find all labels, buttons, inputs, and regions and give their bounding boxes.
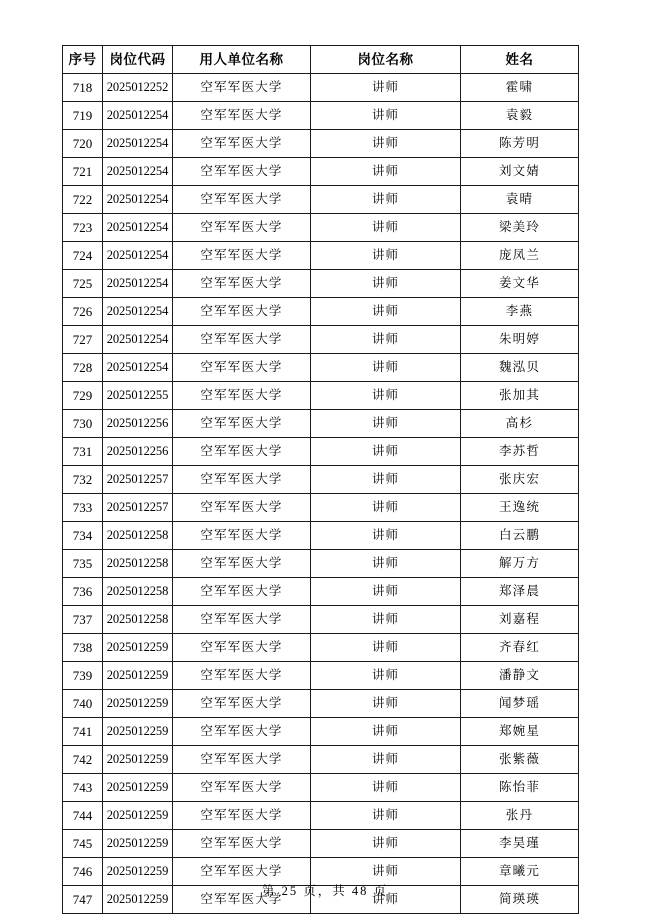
cell-employer-name: 空军军医大学: [173, 718, 311, 746]
table-row: [63, 774, 579, 802]
cell-post-name: 讲师: [311, 158, 461, 186]
cell-sequence: 738: [63, 634, 103, 662]
cell-person-name: 袁毅: [461, 102, 579, 130]
column-header-employer-name: 用人单位名称: [173, 46, 311, 74]
cell-sequence: 725: [63, 270, 103, 298]
column-header-sequence: 序号: [63, 46, 103, 74]
cell-sequence: 733: [63, 494, 103, 522]
cell-person-name: 张丹: [461, 802, 579, 830]
cell-sequence: 743: [63, 774, 103, 802]
cell-person-name: 李苏哲: [461, 438, 579, 466]
cell-post-code: 2025012256: [103, 438, 173, 466]
cell-post-name: 讲师: [311, 886, 461, 914]
cell-post-code: 2025012259: [103, 774, 173, 802]
cell-sequence: 721: [63, 158, 103, 186]
table-row: [63, 634, 579, 662]
cell-employer-name: 空军军医大学: [173, 494, 311, 522]
cell-sequence: 744: [63, 802, 103, 830]
cell-post-code: 2025012259: [103, 886, 173, 914]
cell-sequence: 737: [63, 606, 103, 634]
table-row: [63, 242, 579, 270]
cell-person-name: 章曦元: [461, 858, 579, 886]
cell-post-name: 讲师: [311, 186, 461, 214]
cell-sequence: 720: [63, 130, 103, 158]
roster-table-container: [62, 45, 578, 914]
cell-person-name: 张加其: [461, 382, 579, 410]
cell-sequence: 727: [63, 326, 103, 354]
table-row: [63, 270, 579, 298]
cell-person-name: 梁美玲: [461, 214, 579, 242]
cell-post-name: 讲师: [311, 718, 461, 746]
cell-post-code: 2025012255: [103, 382, 173, 410]
cell-sequence: 745: [63, 830, 103, 858]
cell-person-name: 白云鹏: [461, 522, 579, 550]
cell-employer-name: 空军军医大学: [173, 466, 311, 494]
cell-post-name: 讲师: [311, 690, 461, 718]
cell-employer-name: 空军军医大学: [173, 354, 311, 382]
table-header: [63, 46, 579, 74]
cell-sequence: 735: [63, 550, 103, 578]
cell-post-name: 讲师: [311, 354, 461, 382]
cell-employer-name: 空军军医大学: [173, 774, 311, 802]
cell-person-name: 刘嘉程: [461, 606, 579, 634]
cell-person-name: 郑婉星: [461, 718, 579, 746]
cell-employer-name: 空军军医大学: [173, 886, 311, 914]
cell-person-name: 潘静文: [461, 662, 579, 690]
table-row: [63, 830, 579, 858]
cell-employer-name: 空军军医大学: [173, 578, 311, 606]
table-row: [63, 690, 579, 718]
cell-post-code: 2025012259: [103, 830, 173, 858]
cell-post-code: 2025012259: [103, 634, 173, 662]
cell-person-name: 庞凤兰: [461, 242, 579, 270]
cell-person-name: 刘文婧: [461, 158, 579, 186]
cell-person-name: 郑泽晨: [461, 578, 579, 606]
cell-post-code: 2025012259: [103, 746, 173, 774]
cell-sequence: 732: [63, 466, 103, 494]
cell-post-code: 2025012259: [103, 690, 173, 718]
cell-person-name: 解万方: [461, 550, 579, 578]
cell-sequence: 718: [63, 74, 103, 102]
table-row: [63, 186, 579, 214]
cell-post-name: 讲师: [311, 746, 461, 774]
table-row: [63, 410, 579, 438]
cell-post-name: 讲师: [311, 130, 461, 158]
cell-post-name: 讲师: [311, 438, 461, 466]
table-row: [63, 158, 579, 186]
cell-employer-name: 空军军医大学: [173, 746, 311, 774]
table-body: [63, 74, 579, 914]
cell-sequence: 719: [63, 102, 103, 130]
cell-post-name: 讲师: [311, 270, 461, 298]
cell-post-name: 讲师: [311, 662, 461, 690]
cell-employer-name: 空军军医大学: [173, 690, 311, 718]
table-row: [63, 662, 579, 690]
table-row: [63, 802, 579, 830]
cell-employer-name: 空军军医大学: [173, 438, 311, 466]
cell-employer-name: 空军军医大学: [173, 550, 311, 578]
cell-post-code: 2025012257: [103, 494, 173, 522]
cell-person-name: 陈怡菲: [461, 774, 579, 802]
cell-post-name: 讲师: [311, 802, 461, 830]
table-row: [63, 578, 579, 606]
cell-post-code: 2025012254: [103, 186, 173, 214]
cell-person-name: 李昊瑾: [461, 830, 579, 858]
cell-person-name: 闻梦瑶: [461, 690, 579, 718]
cell-employer-name: 空军军医大学: [173, 802, 311, 830]
cell-employer-name: 空军军医大学: [173, 662, 311, 690]
cell-employer-name: 空军军医大学: [173, 298, 311, 326]
cell-sequence: 736: [63, 578, 103, 606]
cell-post-name: 讲师: [311, 634, 461, 662]
cell-post-code: 2025012254: [103, 354, 173, 382]
table-row: [63, 130, 579, 158]
cell-employer-name: 空军军医大学: [173, 410, 311, 438]
cell-employer-name: 空军军医大学: [173, 858, 311, 886]
table-header-row: [63, 46, 579, 74]
cell-post-name: 讲师: [311, 298, 461, 326]
cell-post-code: 2025012254: [103, 102, 173, 130]
cell-post-name: 讲师: [311, 550, 461, 578]
cell-post-code: 2025012256: [103, 410, 173, 438]
cell-post-name: 讲师: [311, 858, 461, 886]
cell-person-name: 简瑛瑛: [461, 886, 579, 914]
table-row: [63, 746, 579, 774]
cell-employer-name: 空军军医大学: [173, 634, 311, 662]
cell-person-name: 姜文华: [461, 270, 579, 298]
cell-person-name: 霍啸: [461, 74, 579, 102]
cell-person-name: 张庆宏: [461, 466, 579, 494]
cell-post-code: 2025012254: [103, 326, 173, 354]
cell-sequence: 724: [63, 242, 103, 270]
cell-sequence: 742: [63, 746, 103, 774]
cell-sequence: 741: [63, 718, 103, 746]
cell-post-name: 讲师: [311, 410, 461, 438]
cell-employer-name: 空军军医大学: [173, 186, 311, 214]
table-row: [63, 354, 579, 382]
cell-person-name: 齐春红: [461, 634, 579, 662]
cell-post-code: 2025012254: [103, 130, 173, 158]
page-footer: 第 25 页，共 48 页: [261, 884, 388, 898]
column-header-post-code: 岗位代码: [103, 46, 173, 74]
cell-post-name: 讲师: [311, 242, 461, 270]
table-row: [63, 550, 579, 578]
column-header-post-name: 岗位名称: [311, 46, 461, 74]
cell-employer-name: 空军军医大学: [173, 382, 311, 410]
cell-sequence: 739: [63, 662, 103, 690]
cell-employer-name: 空军军医大学: [173, 74, 311, 102]
cell-employer-name: 空军军医大学: [173, 242, 311, 270]
cell-sequence: 728: [63, 354, 103, 382]
cell-post-name: 讲师: [311, 578, 461, 606]
cell-person-name: 陈芳明: [461, 130, 579, 158]
cell-post-code: 2025012257: [103, 466, 173, 494]
cell-post-code: 2025012258: [103, 550, 173, 578]
table-row: [63, 438, 579, 466]
cell-post-code: 2025012254: [103, 214, 173, 242]
cell-sequence: 722: [63, 186, 103, 214]
cell-sequence: 734: [63, 522, 103, 550]
cell-post-name: 讲师: [311, 74, 461, 102]
cell-post-code: 2025012259: [103, 802, 173, 830]
cell-post-name: 讲师: [311, 326, 461, 354]
cell-sequence: 730: [63, 410, 103, 438]
cell-person-name: 袁晴: [461, 186, 579, 214]
cell-post-name: 讲师: [311, 606, 461, 634]
table-row: [63, 214, 579, 242]
cell-post-name: 讲师: [311, 522, 461, 550]
cell-employer-name: 空军军医大学: [173, 270, 311, 298]
cell-post-name: 讲师: [311, 466, 461, 494]
table-row: [63, 102, 579, 130]
cell-post-name: 讲师: [311, 774, 461, 802]
cell-sequence: 746: [63, 858, 103, 886]
cell-post-code: 2025012259: [103, 718, 173, 746]
cell-sequence: 729: [63, 382, 103, 410]
cell-post-name: 讲师: [311, 382, 461, 410]
cell-post-code: 2025012254: [103, 270, 173, 298]
cell-post-name: 讲师: [311, 214, 461, 242]
cell-person-name: 李燕: [461, 298, 579, 326]
cell-post-code: 2025012258: [103, 578, 173, 606]
cell-post-code: 2025012258: [103, 606, 173, 634]
table-row: [63, 466, 579, 494]
cell-employer-name: 空军军医大学: [173, 606, 311, 634]
cell-sequence: 726: [63, 298, 103, 326]
cell-post-code: 2025012259: [103, 662, 173, 690]
cell-employer-name: 空军军医大学: [173, 102, 311, 130]
cell-employer-name: 空军军医大学: [173, 830, 311, 858]
cell-post-code: 2025012254: [103, 242, 173, 270]
table-row: [63, 74, 579, 102]
cell-post-code: 2025012254: [103, 298, 173, 326]
table-row: [63, 298, 579, 326]
table-row: [63, 606, 579, 634]
cell-post-code: 2025012258: [103, 522, 173, 550]
cell-employer-name: 空军军医大学: [173, 130, 311, 158]
cell-post-code: 2025012259: [103, 858, 173, 886]
cell-employer-name: 空军军医大学: [173, 522, 311, 550]
cell-post-name: 讲师: [311, 494, 461, 522]
cell-person-name: 高杉: [461, 410, 579, 438]
cell-sequence: 731: [63, 438, 103, 466]
roster-table: [62, 45, 579, 914]
cell-sequence: 723: [63, 214, 103, 242]
cell-employer-name: 空军军医大学: [173, 214, 311, 242]
cell-post-name: 讲师: [311, 830, 461, 858]
cell-person-name: 魏泓贝: [461, 354, 579, 382]
table-row: [63, 382, 579, 410]
table-row: [63, 494, 579, 522]
cell-person-name: 张紫薇: [461, 746, 579, 774]
cell-person-name: 朱明婷: [461, 326, 579, 354]
table-row: [63, 326, 579, 354]
cell-sequence: 740: [63, 690, 103, 718]
cell-person-name: 王逸统: [461, 494, 579, 522]
cell-employer-name: 空军军医大学: [173, 326, 311, 354]
cell-sequence: 747: [63, 886, 103, 914]
cell-employer-name: 空军军医大学: [173, 158, 311, 186]
table-row: [63, 522, 579, 550]
table-row: [63, 718, 579, 746]
cell-post-name: 讲师: [311, 102, 461, 130]
column-header-person-name: 姓名: [461, 46, 579, 74]
cell-post-code: 2025012252: [103, 74, 173, 102]
cell-post-code: 2025012254: [103, 158, 173, 186]
